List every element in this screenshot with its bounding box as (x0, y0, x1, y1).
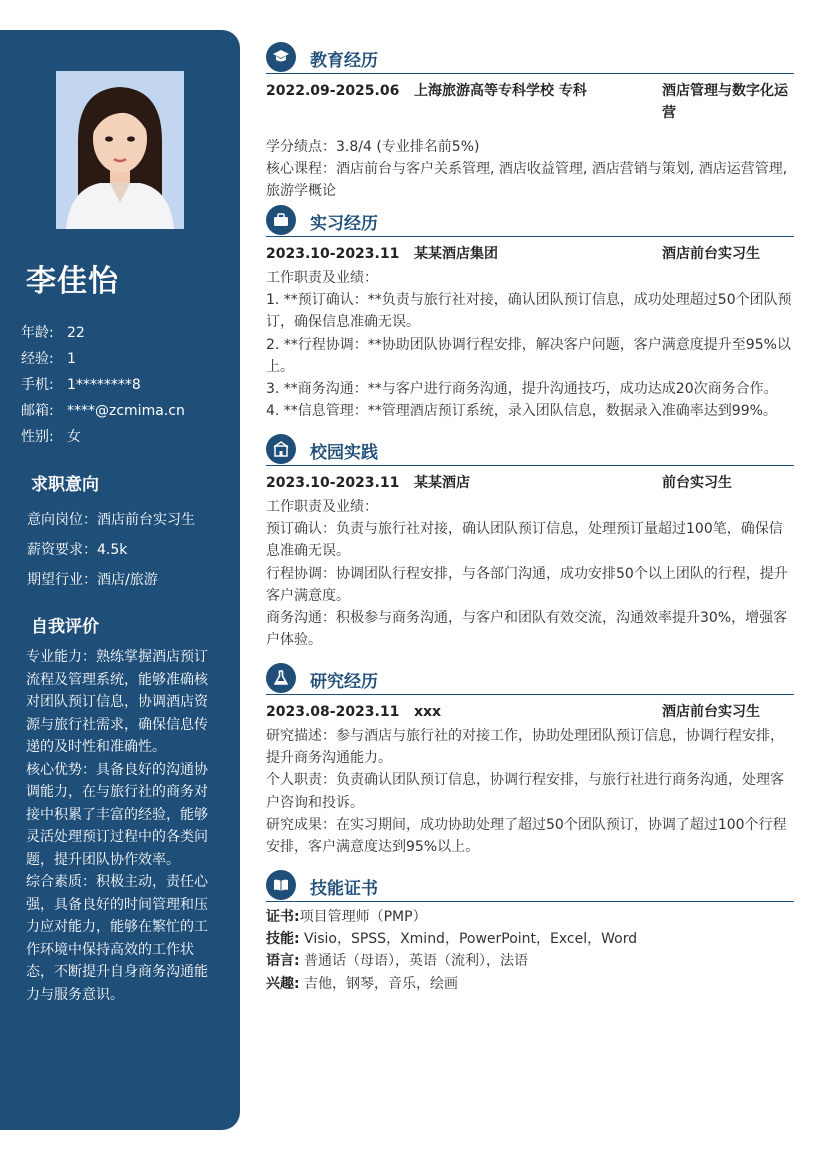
section-title: 教育经历 (310, 51, 378, 71)
sidebar (0, 30, 240, 1130)
entry-role: 酒店前台实习生 (662, 246, 760, 262)
entry-header (266, 243, 794, 265)
body-line: 商务沟通：积极参与商务沟通，与客户和团队有效交流，沟通效率提升30%，增强客户体验。 (266, 610, 788, 649)
entry-date: 2023.08-2023.11 (266, 704, 400, 720)
intent-salary: 薪资要求：4.5k (27, 542, 128, 558)
body-line: 2. **行程协调：**协助团队协调行程安排，解决客户问题，客户满意度提升至95%以上。 (266, 336, 791, 375)
entry-header (266, 472, 794, 494)
book-icon (266, 870, 296, 900)
briefcase-icon (266, 205, 296, 235)
body-line: 工作职责及业绩： (266, 270, 378, 286)
research-section (266, 661, 794, 858)
entry-date: 2023.10-2023.11 (266, 246, 400, 262)
body-line: 4. **信息管理：**管理酒店预订系统，录入团队信息，数据录入准确率达到99%。 (266, 403, 777, 420)
self-evaluation (26, 646, 220, 1006)
entry-body (266, 496, 794, 651)
skill-row-language: 语言: 普通话（母语），英语（流利），法语 (266, 953, 529, 970)
skill-row-certificate: 证书:项目管理师（PMP） (266, 909, 427, 925)
entry-date: 2023.10-2023.11 (266, 475, 400, 491)
body-line: 1. **预订确认：**负责与旅行社对接，确认团队预订信息，成功处理超过50个团队预订，确保信息准确无误。 (266, 292, 792, 331)
entry-header (266, 701, 794, 723)
body-line: 3. **商务沟通：**与客户进行商务沟通，提升沟通技巧，成功达成20次商务合作。 (266, 381, 778, 398)
section-header (266, 868, 794, 902)
section-title: 实习经历 (310, 214, 378, 234)
intent-position: 意向岗位：酒店前台实习生 (27, 512, 195, 528)
education-section (266, 40, 794, 203)
campus-section (266, 432, 794, 651)
internship-section (266, 203, 794, 422)
skill-row-interests: 兴趣: 吉他，钢琴，音乐，绘画 (266, 975, 459, 992)
info-phone: 手机: 1********8 (21, 377, 141, 393)
entry-org: 某某酒店集团 (414, 246, 498, 262)
skill-row-skills: 技能: Visio，SPSS，Xmind，PowerPoint，Excel，Word (266, 931, 638, 948)
self-eval-paragraph: 专业能力：熟练掌握酒店预订流程及管理系统，能够准确核对团队预订信息，协调酒店资源与旅行社需求，确保信息传递的及时性和准确性。 (26, 649, 208, 755)
graduation-cap-icon (266, 42, 296, 72)
entry-body (266, 267, 794, 422)
section-header (266, 432, 794, 466)
info-gender: 性别: 女 (21, 429, 81, 445)
entry-role: 前台实习生 (662, 475, 732, 491)
body-line: 个人职责：负责确认团队预订信息，协调行程安排，与旅行社进行商务沟通，处理客户咨询和投诉。 (266, 772, 784, 811)
self-eval-title: 自我评价 (31, 617, 99, 637)
body-line: 预订确认：负责与旅行社对接，确认团队预订信息，处理预订量超过100笔，确保信息准确无误。 (266, 521, 783, 560)
self-eval-paragraph: 核心优势：具备良好的沟通协调能力，在与旅行社的商务对接中积累了丰富的经验，能够灵活处理预订过程中的各类问题，提升团队协作效率。 (26, 761, 208, 868)
entry-body (266, 725, 794, 858)
profile-photo (56, 71, 184, 229)
entry-body (266, 136, 794, 203)
flask-icon (266, 663, 296, 693)
entry-role: 酒店前台实习生 (662, 704, 760, 720)
building-icon (266, 434, 296, 464)
section-title: 校园实践 (310, 443, 378, 463)
body-line: 工作职责及业绩： (266, 499, 378, 515)
entry-org: xxx (414, 704, 442, 720)
section-header (266, 40, 794, 74)
self-eval-paragraph: 综合素质：积极主动，责任心强，具备良好的时间管理和压力应对能力，能够在繁忙的工作环境中保持高效的工作状态，不断提升自身商务沟通能力与服务意识。 (26, 874, 208, 1003)
entry-header (266, 80, 794, 124)
entry-org: 某某酒店 (414, 475, 470, 491)
body-line: 研究成果：在实习期间，成功协助处理了超过50个团队预订，协调了超过100个行程安排，客户满意度达到95%以上。 (266, 816, 787, 856)
entry-org: 上海旅游高等专科学校 专科 (414, 83, 587, 99)
info-age: 年龄: 22 (21, 325, 85, 341)
intent-industry: 期望行业：酒店/旅游 (27, 572, 158, 588)
body-line: 行程协调：协调团队行程安排，与各部门沟通，成功安排50个以上团队的行程，提升客户满意度。 (266, 565, 788, 604)
basic-info (21, 320, 231, 450)
candidate-name: 李佳怡 (26, 264, 119, 299)
section-title: 研究经历 (310, 672, 378, 692)
skills-section (266, 868, 794, 995)
info-experience: 经验: 1 (21, 351, 76, 367)
entry-role: 酒店管理与数字化运营 (662, 83, 788, 121)
section-header (266, 203, 794, 237)
job-intent (27, 505, 227, 595)
section-title: 技能证书 (310, 879, 378, 899)
info-email: 邮箱: ****@zcmima.cn (21, 403, 185, 419)
section-header (266, 661, 794, 695)
body-line: 学分绩点：3.8/4 (专业排名前5%) (266, 139, 480, 155)
entry-date: 2022.09-2025.06 (266, 83, 400, 99)
body-line: 研究描述：参与酒店与旅行社的对接工作，协助处理团队预订信息，协调行程安排，提升商务沟通能力。 (266, 728, 784, 767)
body-line: 核心课程：酒店前台与客户关系管理, 酒店收益管理, 酒店营销与策划, 酒店运营管理, 旅游学概论 (266, 161, 788, 200)
intent-title: 求职意向 (31, 475, 99, 495)
skills-list (266, 906, 794, 995)
